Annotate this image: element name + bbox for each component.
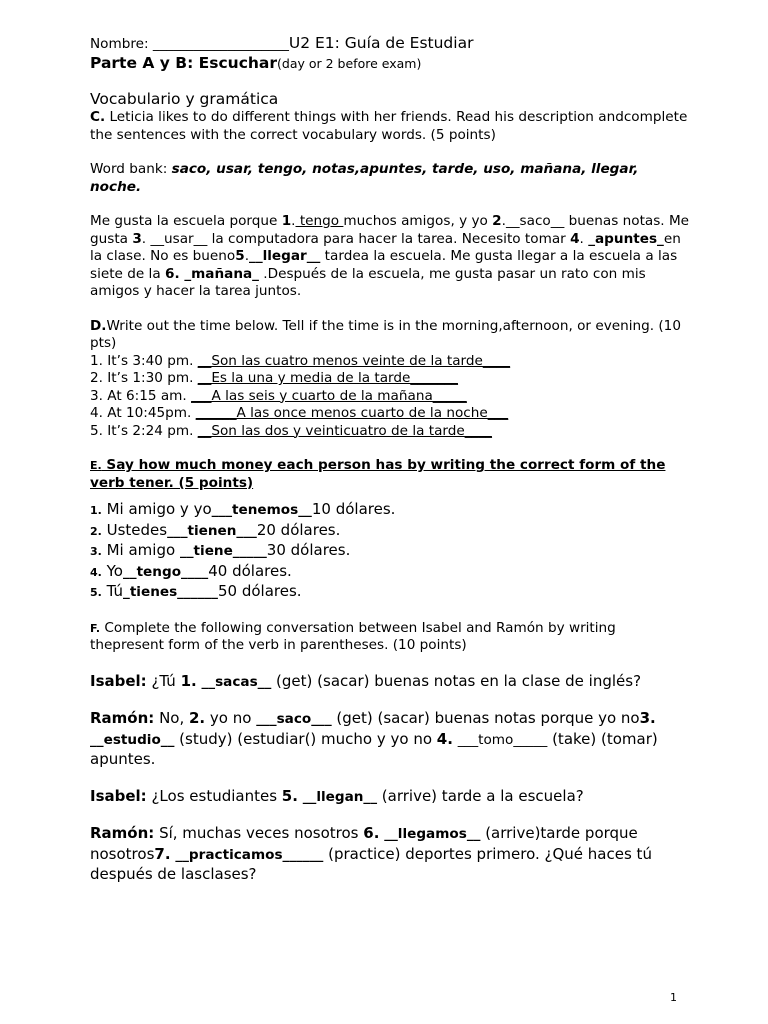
time-item: 5. It’s 2:24 pm. __Son las dos y veinticuatro de la tarde____ (90, 422, 492, 439)
page-number: 1 (670, 991, 677, 1004)
answer-5: __llegar__ (249, 248, 321, 264)
time-item: 1. It’s 3:40 pm. __Son las cuatro menos veinte de la tarde____ (90, 352, 511, 369)
answer-1: tengo (295, 213, 344, 229)
answer-6: _mañana_ (179, 265, 259, 282)
answer-3: __usar__ (150, 230, 208, 247)
tener-item: 4. Yo__tengo____40 dólares. (90, 561, 292, 580)
tener-item: 2. Ustedes___tienen___20 dólares. (90, 520, 341, 539)
answer-4: _apuntes_ (588, 230, 664, 247)
dialogue-line: Ramón: Sí, muchas veces nosotros 6. __llegamos__ (arrive)tarde porque nosotros7. __practicamos______ (practice) deportes primero. ¿Qué haces tú después de lasclases? (90, 824, 652, 883)
tener-item: 1. Mi amigo y yo___tenemos__10 dólares. (90, 500, 396, 518)
time-item: 2. It’s 1:30 pm. __Es la una y media de la tarde_______ (90, 370, 458, 386)
section-f-instructions: F. Complete the following conversation between Isabel and Ramón by writing thepresent form of the verb in parentheses. (10 points) (90, 619, 616, 653)
time-item: 3. At 6:15 am. ___A las seis y cuarto de la mañana_____ (90, 387, 467, 404)
dialogue-line: Isabel: ¿Los estudiantes 5. __llegan__ (arrive) tarde a la escuela? (90, 786, 584, 805)
dialogue-line: Isabel: ¿Tú 1. __sacas__ (get) (sacar) buenas notas en la clase de inglés? (90, 671, 642, 690)
nombre-blank: ____________________ (152, 36, 289, 52)
section-d-instructions: D.Write out the time below. Tell if the time is in the morning,afternoon, or evening. (10 pts) (90, 317, 681, 351)
nombre-label: Nombre: (90, 36, 153, 52)
tener-item: 3. Mi amigo __tiene_____30 dólares. (90, 541, 351, 559)
parte-note: (day or 2 before exam) (277, 56, 422, 71)
time-item: 4. At 10:45pm. ______A las once menos cuarto de la noche___ (90, 405, 509, 421)
dialogue-line: Ramón: No, 2. yo no ___saco___ (get) (sacar) buenas notas porque yo no3. __estudio__ (study) (estudiar() mucho y yo no 4. ___tomo_____ (take) (tomar) apuntes. (90, 709, 658, 768)
answer-2: __saco__ (505, 213, 565, 229)
header-line-2 (90, 54, 690, 73)
worksheet (90, 34, 690, 885)
tener-item: 5. Tú_tienes______50 dólares. (90, 582, 302, 600)
vocab-heading: Vocabulario y gramática (90, 90, 279, 108)
word-bank-words: saco, usar, tengo, notas,apuntes, tarde, uso, mañana, llegar, noche. (90, 161, 639, 195)
section-c-letter: C. (90, 109, 106, 125)
word-bank: Word bank: saco, usar, tengo, notas,apuntes, tarde, uso, mañana, llegar, noche. (90, 161, 639, 195)
section-e-instructions: E. Say how much money each person has by writing the correct form of the verb tener. (5 points) (90, 457, 666, 491)
header-line-1 (90, 34, 690, 54)
parte-label: Parte A y B: Escuchar (90, 54, 278, 72)
section-c-instructions: C. Leticia likes to do different things with her friends. Read his description andcomplete the sentences with the correct vocabulary words. (5 points) (90, 109, 688, 143)
page-title: U2 E1: Guía de Estudiar (288, 34, 474, 52)
section-c-paragraph: Me gusta la escuela porque 1. tengo muchos amigos, y yo 2.__saco__ buenas notas. Me gusta 3. __usar__ la computadora para hacer la tarea. Necesito tomar 4. _apuntes_en la clase. No es bueno5.__llegar__ tardea la escuela. Me gusta llegar a la escuela a las siete de la 6. _mañana_ .Después de la escuela, me gusta pasar un rato con mis amigos y hacer la tarea juntos. (90, 213, 690, 299)
